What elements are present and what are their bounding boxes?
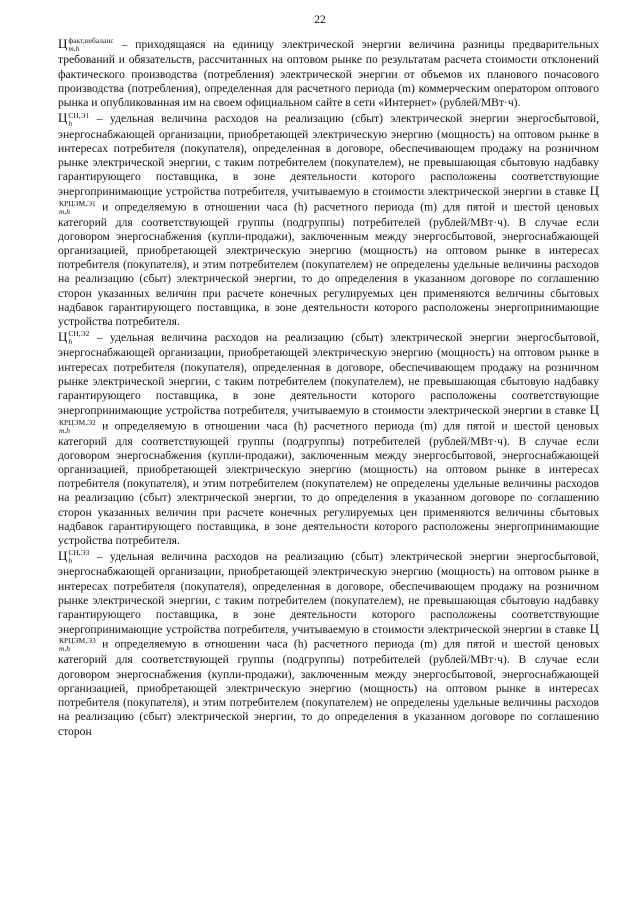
symbol-subscript: m,h bbox=[59, 644, 71, 654]
symbol-indices-inline bbox=[59, 419, 96, 435]
symbol-c: Ц bbox=[58, 110, 68, 126]
paragraph-text-part-b: и определяемую в отношении часа (h) расчетного периода (m) для пятой и шестой ценовых категорий для соответствующей группы (подгруппы) потребителей (рублей/МВт·ч). В случае если договором энергоснабжения (купли-продажи), заключенным между энергосбытовой, энергоснабжающей организацией, приобретающей электрическую энергию (мощность) на оптовом рынке в интересах потребителя (покупателя), и этим потребителем (покупателем) не определены удельные величины расходов на реализацию (сбыт) электрической энергии, то до определения в указанном договоре по соглашению сторон указанных величин при расчете конечных регулируемых цен применяются величины сбытовых надбавок гарантирующего поставщика, в зоне деятельности которого расположены энергопринимающие устройства потребителя. bbox=[58, 419, 599, 547]
symbol-superscript: СН,Э2 bbox=[68, 329, 90, 339]
symbol-indices bbox=[68, 330, 89, 346]
paragraph-text: – приходящаяся на единицу электрической энергии величина разницы предварительных требований и обязательств, рассчитанных на оптовом рынке по результатам расчета стоимости отклонений фактического производства (потребления) электрической энергии от объемов их планового почасового производства (потребления), определенная для расчетного периода (m) коммерческим оператором оптового рынка и опубликованная им на своем официальном сайте в сети «Интернет» (рублей/МВт·ч). bbox=[58, 38, 599, 109]
symbol-indices bbox=[68, 549, 89, 565]
paragraph-text-part-b: и определяемую в отношении часа (h) расчетного периода (m) для пятой и шестой ценовых категорий для соответствующей группы (подгруппы) потребителей (рублей/МВт·ч). В случае если договором энергоснабжения (купли-продажи), заключенным между энергосбытовой, энергоснабжающей организацией, приобретающей электрическую энергию (мощность) на оптовом рынке в интересах потребителя (покупателя), и этим потребителем (покупателем) не определены удельные величины расходов на реализацию (сбыт) электрической энергии, то до определения в указанном договоре по соглашению сторон указанных величин при расчете конечных регулируемых цен применяются величины сбытовых надбавок гарантирующего поставщика, в зоне деятельности которого расположены энергопринимающие устройства потребителя. bbox=[58, 200, 599, 328]
symbol-superscript: КРЦЭМ,Э1 bbox=[59, 198, 96, 208]
symbol-superscript: СН,Э3 bbox=[68, 548, 90, 558]
symbol-superscript: КРЦЭМ,Э2 bbox=[59, 417, 96, 427]
paragraph-fact-imbalance bbox=[58, 37, 599, 110]
symbol-superscript: КРЦЭМ,Э3 bbox=[59, 636, 96, 646]
paragraph-text-part-b: и определяемую в отношении часа (h) расчетного периода (m) для пятой и шестой ценовых категорий для соответствующей группы (подгруппы) потребителей (рублей/МВт·ч). В случае если договором энергоснабжения (купли-продажи), заключенным между энергосбытовой, энергоснабжающей организацией, приобретающей электрическую энергию (мощность) на оптовом рынке в интересах потребителя (покупателя), и этим потребителем (покупателем) не определены удельные величины расходов на реализацию (сбыт) электрической энергии, то до определения в указанном договоре по соглашению сторон bbox=[58, 638, 599, 738]
symbol-c: Ц bbox=[58, 36, 68, 51]
paragraph-sn-e1 bbox=[58, 111, 599, 329]
paragraph-sn-e2 bbox=[58, 330, 599, 548]
paragraph-text-part-a: – удельная величина расходов на реализацию (сбыт) электрической энергии энергосбытовой, энергоснабжающей организации, приобретающей электрическую энергию (мощность) на оптовом рынке в интересах потребителя (покупателя), определенная в договоре, обеспечивающем продажу на розничном рынке электрической энергии, с таким потребителем (покупателем), не превышающая сбытовую надбавку гарантирующего поставщика, в зоне деятельности которого расположены соответствующие энергопринимающие устройства потребителя, учитываемую в стоимости электрической энергии в ставке bbox=[58, 550, 599, 637]
symbol-c-inline: Ц bbox=[589, 402, 599, 418]
symbol-indices bbox=[68, 112, 89, 128]
symbol-c-inline: Ц bbox=[589, 621, 599, 637]
symbol-subscript: h bbox=[68, 337, 73, 347]
symbol-indices bbox=[68, 37, 113, 53]
symbol-indices-inline bbox=[59, 637, 96, 653]
paragraph-text-part-a: – удельная величина расходов на реализацию (сбыт) электрической энергии энергосбытовой, энергоснабжающей организации, приобретающей электрическую энергию (мощность) на оптовом рынке в интересах потребителя (покупателя), определенная в договоре, обеспечивающем продажу на розничном рынке электрической энергии, с таким потребителем (покупателем), не превышающая сбытовую надбавку гарантирующего поставщика, в зоне деятельности которого расположены соответствующие энергопринимающие устройства потребителя, учитываемую в стоимости электрической энергии в ставке bbox=[58, 331, 599, 418]
symbol-subscript: h bbox=[68, 556, 73, 566]
paragraph-text-part-a: – удельная величина расходов на реализацию (сбыт) электрической энергии энергосбытовой, энергоснабжающей организации, приобретающей электрическую энергию (мощность) на оптовом рынке в интересах потребителя (покупателя), определенная в договоре, обеспечивающем продажу на розничном рынке электрической энергии, с таким потребителем (покупателем), не превышающая сбытовую надбавку гарантирующего поставщика, в зоне деятельности которого расположены соответствующие энергопринимающие устройства потребителя, учитываемую в стоимости электрической энергии в ставке bbox=[58, 112, 599, 199]
symbol-superscript: СН,Э1 bbox=[68, 110, 90, 120]
page-number: 22 bbox=[314, 14, 326, 26]
symbol-subscript: m,h bbox=[59, 425, 71, 435]
symbol-superscript: факт,небаланс bbox=[68, 36, 114, 46]
symbol-c: Ц bbox=[58, 548, 68, 564]
symbol-subscript: m,h bbox=[59, 206, 71, 216]
document-body bbox=[58, 37, 599, 740]
paragraph-sn-e3 bbox=[58, 549, 599, 739]
symbol-subscript: h bbox=[68, 118, 73, 128]
symbol-c: Ц bbox=[58, 329, 68, 345]
symbol-subscript: m,h bbox=[68, 44, 80, 54]
symbol-c-inline: Ц bbox=[589, 183, 599, 199]
symbol-indices-inline bbox=[59, 200, 96, 216]
